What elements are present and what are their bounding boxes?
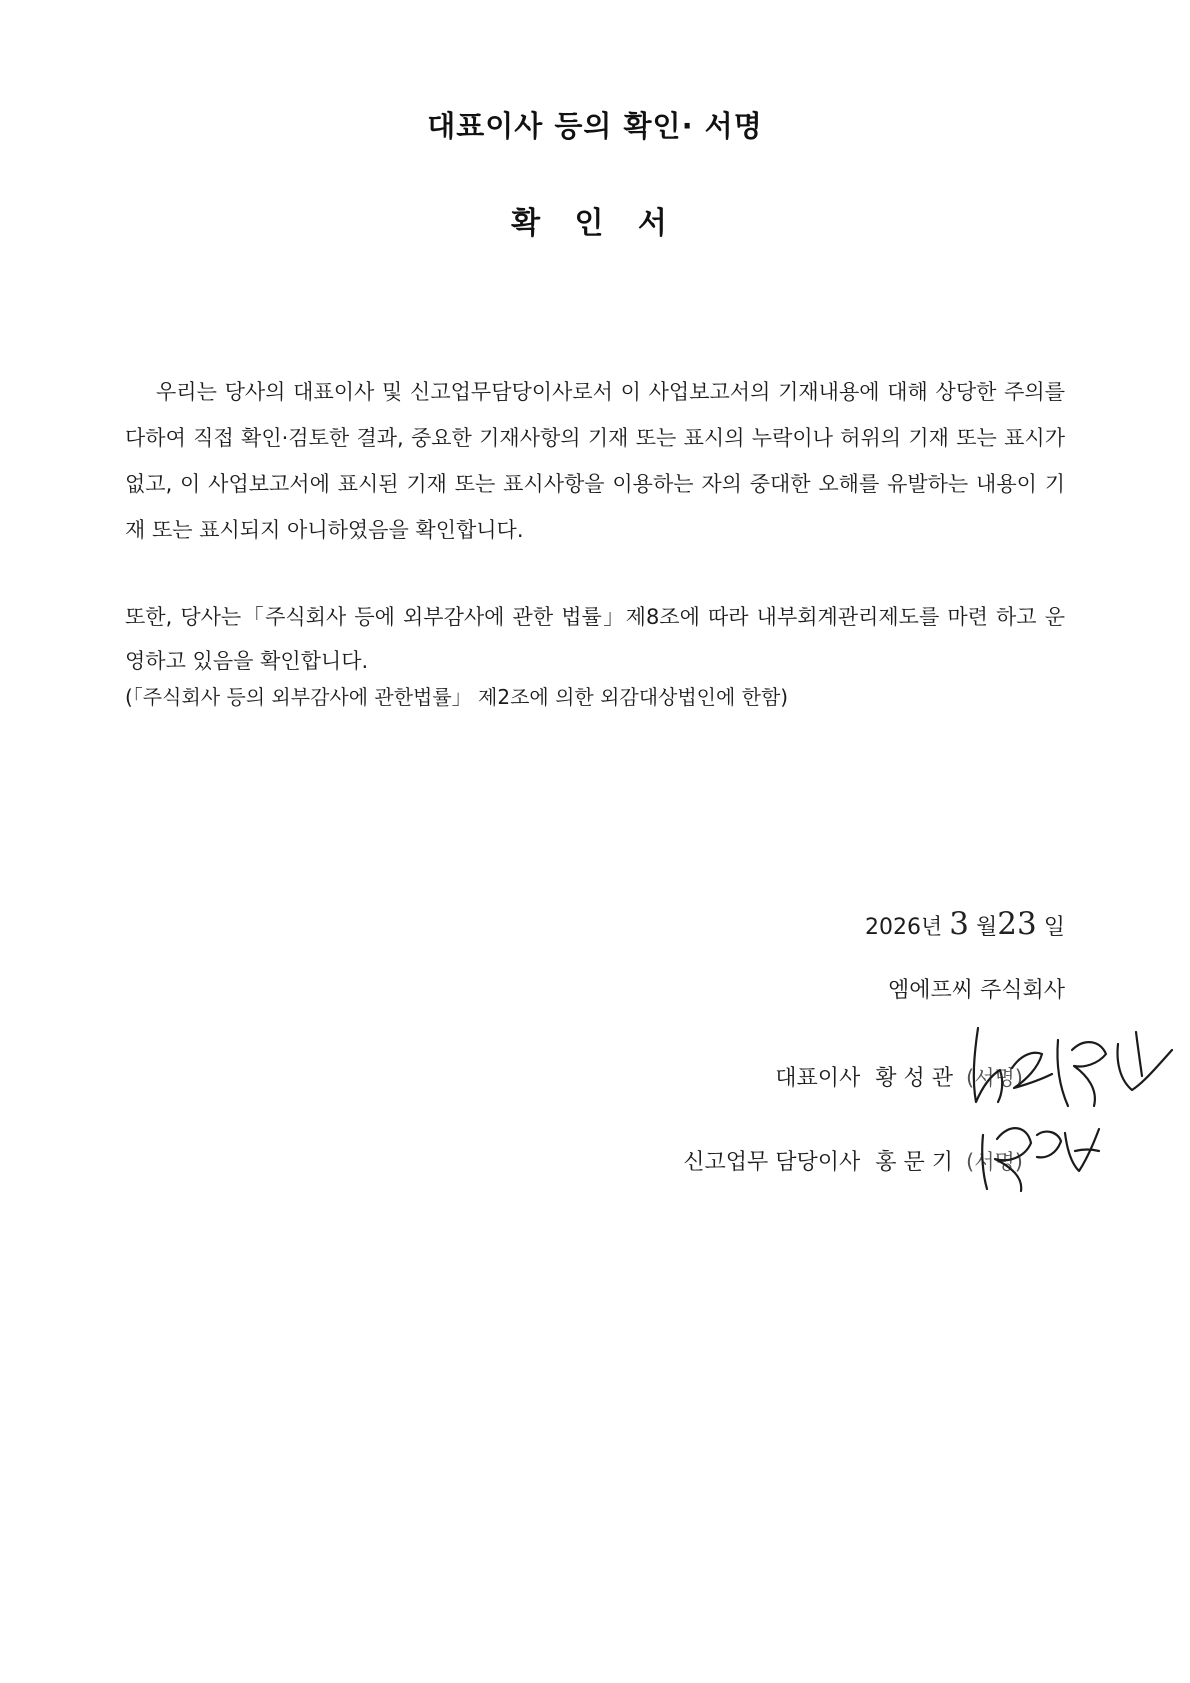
document-title: 대표이사 등의 확인· 서명 <box>427 109 763 143</box>
officer-signature-mark <box>975 1105 1105 1195</box>
ceo-signature-mark <box>960 1010 1175 1115</box>
date-day: 23 <box>997 906 1037 942</box>
ceo-name: 황 성 관 <box>875 1066 954 1091</box>
date-month-unit: 월 <box>976 915 998 940</box>
officer-name: 홍 문 기 <box>875 1150 954 1175</box>
date-day-unit: 일 <box>1043 915 1065 940</box>
date-year: 2026년 <box>865 915 943 940</box>
ceo-title: 대표이사 <box>775 1066 861 1091</box>
officer-title: 신고업무 담당이사 <box>683 1150 861 1175</box>
ceo-seal-label: (서명) <box>966 1066 1023 1090</box>
company-name: 엠에프씨 주식회사 <box>887 978 1065 1003</box>
confirmation-paragraph: 우리는 당사의 대표이사 및 신고업무담당이사로서 이 사업보고서의 기재내용에 대해 상당한 주의를 다하여 직접 확인·검토한 결과, 중요한 기재사항의 기재 또는 표시의 누락이나 허위의 기재 또는 표시가 없고, 이 사업보고서에 표시된 기재 또는 표시사항을 이용하는 자의 중대한 오해를 유발하는 내용이 기재 또는 표시되지 아니하였음을 확인합니다. <box>125 380 1065 542</box>
officer-signature-line <box>683 1145 1023 1176</box>
internal-control-paragraph: 또한, 당사는「주식회사 등에 외부감사에 관한 법률」제8조에 따라 내부회계관리제도를 마련 하고 운영하고 있음을 확인합니다. <box>125 605 1065 673</box>
document-subtitle: 확 인 서 <box>511 206 679 241</box>
scope-note: (「주식회사 등의 외부감사에 관한법률」 제2조에 의한 외감대상법인에 한함) <box>125 685 789 709</box>
date-month: 3 <box>949 906 970 942</box>
officer-seal-label: (서명) <box>966 1150 1023 1174</box>
signing-date <box>865 906 1065 942</box>
